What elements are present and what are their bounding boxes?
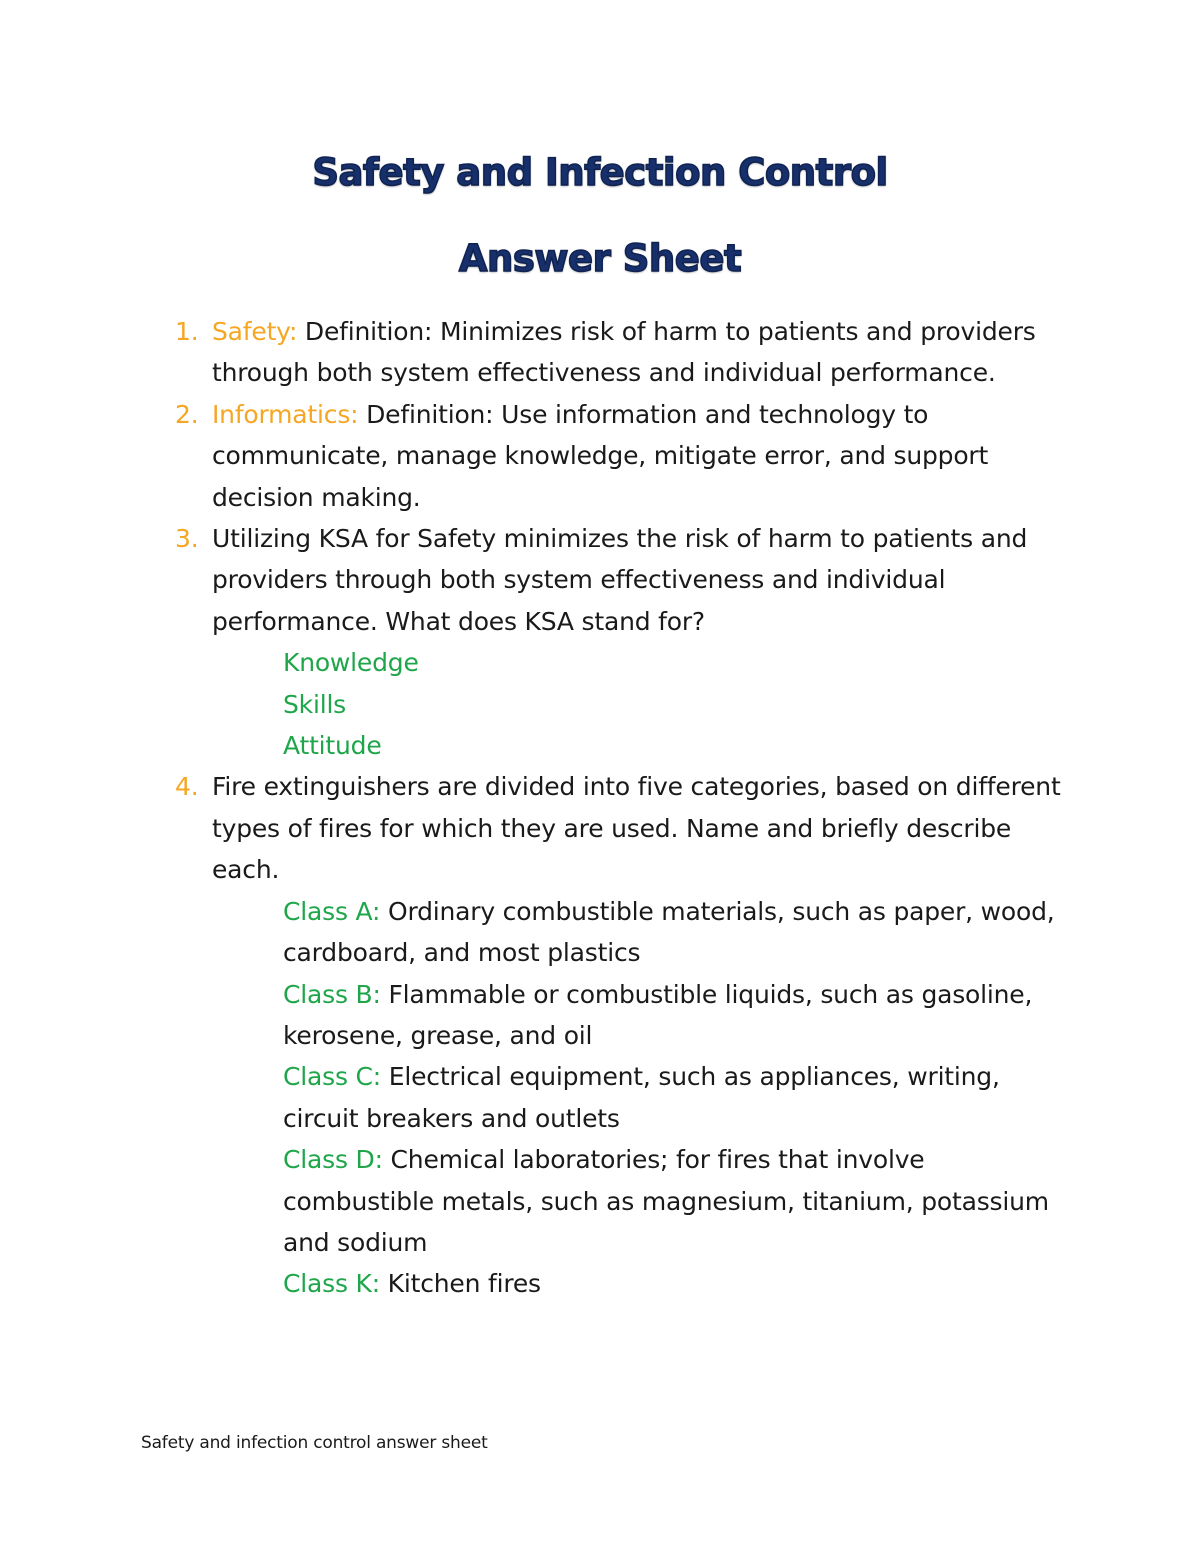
class-d xyxy=(212,1139,1072,1263)
class-a xyxy=(212,891,1072,974)
class-c xyxy=(212,1056,1072,1139)
item-number: 3. xyxy=(175,524,199,554)
definition-text: Definition: Use information and technology to communicate, manage knowledge, mitigate error, and support decision making. xyxy=(212,399,989,512)
class-label: Class C: xyxy=(283,1062,381,1092)
term-safety: Safety: xyxy=(212,317,298,346)
class-label: Class B: xyxy=(283,979,381,1009)
class-label: Class A: xyxy=(283,896,381,926)
ksa-skills: Skills xyxy=(283,689,347,719)
item-number: 1. xyxy=(175,317,199,346)
question-text: Fire extinguishers are divided into five categories, based on different types of fires for which they are used. Name and briefly describe each. xyxy=(212,772,1061,885)
list-item-fire-extinguishers xyxy=(175,766,1072,1304)
ksa-attitude: Attitude xyxy=(283,731,382,761)
ksa-knowledge: Knowledge xyxy=(283,648,419,678)
list-item-safety xyxy=(175,311,1072,394)
class-description: Kitchen fires xyxy=(379,1269,541,1299)
class-description: Flammable or combustible liquids, such as gasoline, kerosene, grease, and oil xyxy=(283,979,1033,1050)
answer-list xyxy=(175,311,1072,1305)
class-k xyxy=(212,1263,1072,1304)
page-footer: Safety and infection control answer sheet xyxy=(141,1433,488,1453)
list-item-ksa xyxy=(175,518,1072,766)
document-title: Safety and Infection Control xyxy=(312,151,888,194)
item-number: 2. xyxy=(175,399,199,429)
class-description: Chemical laboratories; for fires that involve combustible metals, such as magnesium, titanium, potassium and sodium xyxy=(283,1145,1049,1257)
list-item-informatics xyxy=(175,394,1072,518)
term-informatics: Informatics: xyxy=(212,399,359,429)
document-subtitle: Answer Sheet xyxy=(458,237,742,280)
class-b xyxy=(212,974,1072,1057)
class-description: Electrical equipment, such as appliances, writing, circuit breakers and outlets xyxy=(283,1062,1000,1133)
class-description: Ordinary combustible materials, such as paper, wood, cardboard, and most plastics xyxy=(283,896,1055,968)
item-number: 4. xyxy=(175,772,199,802)
question-text: Utilizing KSA for Safety minimizes the risk of harm to patients and providers through both system effectiveness and individual performance. What does KSA stand for? xyxy=(212,524,1028,636)
class-label: Class D: xyxy=(283,1145,383,1175)
definition-text: Definition: Minimizes risk of harm to patients and providers through both system effectiveness and individual performance. xyxy=(212,317,1036,388)
class-label: Class K: xyxy=(283,1269,380,1299)
